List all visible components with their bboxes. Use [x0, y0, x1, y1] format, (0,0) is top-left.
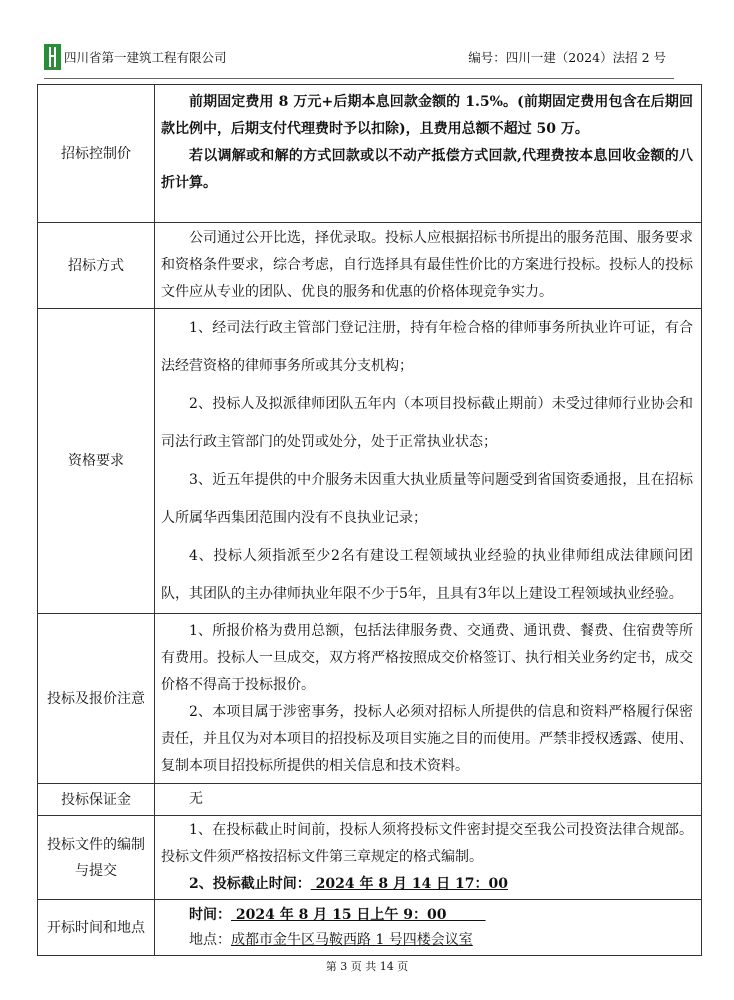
opening-content: [155, 900, 702, 956]
table-row: [38, 223, 702, 309]
table-row: [38, 614, 702, 784]
preparation-content: [155, 816, 702, 900]
opening-time-value: 2024 年 8 月 15 日上午 9：00: [231, 906, 486, 923]
deposit-content: [155, 784, 702, 816]
table-row: [38, 816, 702, 900]
opening-place-value: 成都市金牛区马鞍西路 1 号四楼会议室: [231, 931, 473, 948]
bid-notes-paragraph: 1、所报价格为费用总额，包括法律服务费、交通费、通讯费、餐费、住宿费等所有费用。投标人一旦成交，双方将严格按照成交价格签订、执行相关业务约定书，成交价格不得高于投标报价。: [161, 622, 693, 693]
row-label: 招标方式: [38, 223, 155, 309]
header-divider: [44, 78, 674, 79]
row-label: 投标文件的编制与提交: [38, 816, 155, 900]
method-content: [155, 223, 702, 309]
control-price-paragraph: 若以调解或和解的方式回款或以不动产抵偿方式回款,代理费按本息回收金额的八折计算。: [161, 148, 693, 191]
document-number: 编号：四川一建（2024）法招 2 号: [468, 50, 666, 65]
control-price-content: [155, 85, 702, 223]
page-number: 第 3 页 共 14 页: [325, 960, 409, 973]
tender-info-table: [37, 84, 702, 956]
bid-notes-paragraph: 2、本项目属于涉密事务，投标人必须对招标人所提供的信息和资料严格履行保密责任，并且仅为对本项目的招投标及项目实施之目的而使用。严禁非授权透露、使用、复制本项目招投标所提供的相关信息和技术资料。: [161, 703, 693, 774]
deadline-label: 2、投标截止时间：: [189, 876, 311, 892]
company-name: 四川省第一建筑工程有限公司: [64, 50, 227, 65]
deadline-line: [161, 871, 693, 898]
opening-place-label: 地点：: [189, 931, 231, 948]
page-header: [44, 44, 674, 72]
opening-time-label: 时间：: [189, 906, 231, 923]
table-row: [38, 900, 702, 956]
row-label: 开标时间和地点: [38, 900, 155, 956]
control-price-paragraph: 前期固定费用 8 万元+后期本息回款金额的 1.5%。(前期固定费用包含在后期回款比例中，后期支付代理费时予以扣除)，且费用总额不超过 50 万。: [161, 94, 693, 137]
preparation-paragraph: 1、在投标截止时间前，投标人须将投标文件密封提交至我公司投资法律合规部。投标文件须严格按招标文件第三章规定的格式编制。: [161, 822, 693, 865]
qualification-content: [155, 309, 702, 614]
row-label: 资格要求: [38, 309, 155, 614]
bid-notes-content: [155, 614, 702, 784]
table-row: [38, 85, 702, 223]
table-row: [38, 784, 702, 816]
qualification-paragraph: 4、投标人须指派至少2名有建设工程领域执业经验的执业律师组成法律顾问团队，其团队的主办律师执业年限不少于5年，且具有3年以上建设工程领域执业经验。: [161, 548, 693, 602]
qualification-paragraph: 3、近五年提供的中介服务未因重大执业质量等问题受到省国资委通报，且在招标人所属华西集团范围内没有不良执业记录；: [161, 472, 693, 526]
deadline-value: 2024 年 8 月 14 日 17：00: [310, 876, 509, 892]
row-label: 投标保证金: [38, 784, 155, 816]
row-label: 投标及报价注意: [38, 614, 155, 784]
company-logo-icon: [44, 44, 61, 70]
opening-time-line: [161, 903, 693, 928]
table-row: [38, 309, 702, 614]
deposit-value: 无: [189, 791, 203, 807]
row-label: 招标控制价: [38, 85, 155, 223]
qualification-paragraph: 2、投标人及拟派律师团队五年内（本项目投标截止期前）未受过律师行业协会和司法行政主管部门的处罚或处分，处于正常执业状态；: [161, 396, 693, 450]
qualification-paragraph: 1、经司法行政主管部门登记注册，持有年检合格的律师事务所执业许可证，有合法经营资格的律师事务所或其分支机构；: [161, 320, 693, 374]
opening-place-line: [161, 928, 693, 953]
method-paragraph: 公司通过公开比选，择优录取。投标人应根据招标书所提出的服务范围、服务要求和资格条件要求，综合考虑，自行选择具有最佳性价比的方案进行投标。投标人的投标文件应从专业的团队、优良的服务和优惠的价格体现竞争实力。: [161, 230, 693, 300]
